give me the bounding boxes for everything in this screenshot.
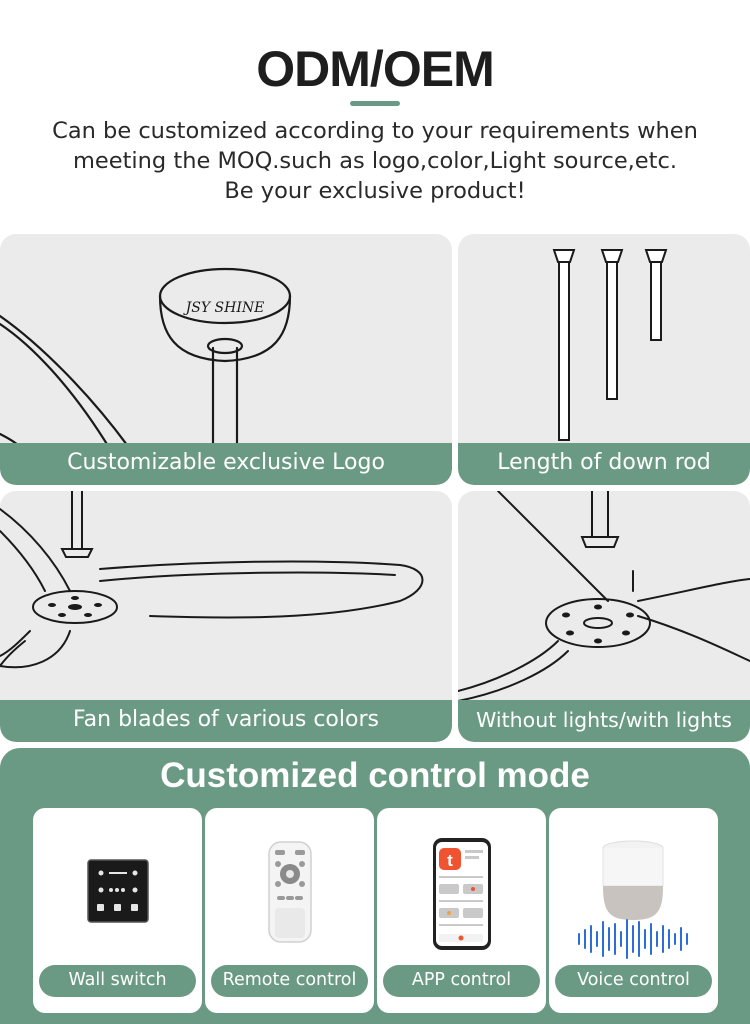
app-control-label: APP control	[383, 965, 540, 997]
subtitle-line-2: meeting the MOQ.such as logo,color,Light source,etc.	[73, 148, 677, 174]
panel-caption: Customizable exclusive Logo	[0, 443, 452, 485]
remote-control-label: Remote control	[211, 965, 368, 997]
card-remote-control	[205, 808, 374, 1013]
title-underline	[350, 101, 400, 106]
subtitle-line-1: Can be customized according to your requirements when	[52, 118, 698, 144]
card-wall-switch	[33, 808, 202, 1013]
wall-switch-label: Wall switch	[39, 965, 196, 997]
panel-lights	[458, 491, 750, 742]
page-title: ODM/OEM	[256, 41, 494, 97]
card-voice-control	[549, 808, 718, 1013]
card-app-control	[377, 808, 546, 1013]
control-title: Customized control mode	[160, 756, 590, 795]
subtitle	[0, 116, 750, 206]
logo-text: JSY SHINE	[185, 300, 265, 316]
panel-blades	[0, 491, 452, 742]
panel-caption: Without lights/with lights	[458, 700, 750, 742]
voice-control-label: Voice control	[555, 965, 712, 997]
panel-caption: Fan blades of various colors	[0, 700, 452, 742]
subtitle-line-3: Be your exclusive product!	[224, 178, 526, 204]
control-section	[0, 748, 750, 1024]
panel-logo	[0, 234, 452, 485]
svg-text:t: t	[447, 851, 453, 870]
panel-caption: Length of down rod	[458, 443, 750, 485]
panel-downrod	[458, 234, 750, 485]
